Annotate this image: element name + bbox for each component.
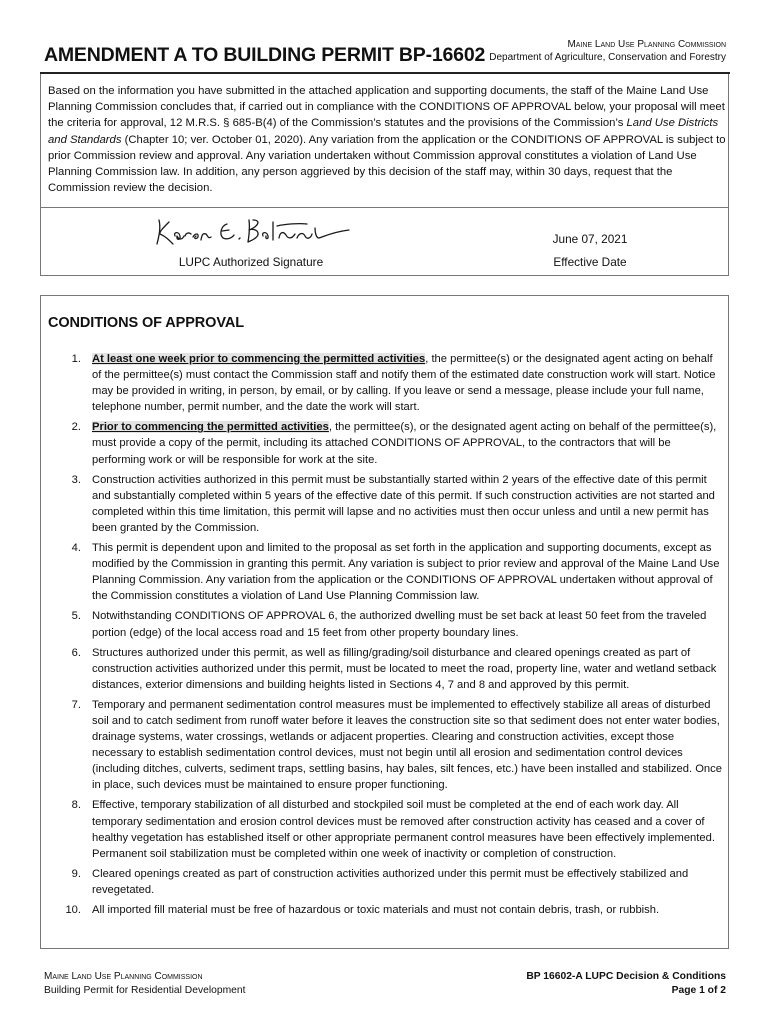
conditions-box: [40, 295, 729, 949]
conditions-heading: CONDITIONS OF APPROVAL: [48, 315, 244, 331]
signature-divider: [41, 207, 728, 208]
condition-lead: At least one week prior to commencing the permitted activities: [92, 353, 426, 365]
condition-lead: Prior to commencing the permitted activities: [92, 421, 329, 434]
page-title: AMENDMENT A TO BUILDING PERMIT BP-16602: [44, 44, 486, 66]
decision-box: [40, 74, 729, 276]
condition-item: [51, 540, 723, 604]
condition-text: Cleared openings created as part of construction activities authorized under this permit must be effectively stabilized and revegetated.: [92, 867, 689, 896]
condition-number: 5.: [71, 610, 81, 623]
condition-item: [51, 351, 723, 415]
condition-number: 3.: [71, 473, 81, 486]
condition-item: [51, 608, 723, 640]
condition-item: [51, 697, 723, 794]
signature-image: [149, 214, 359, 250]
condition-number: 4.: [71, 542, 81, 555]
footer-right: [526, 970, 726, 998]
decision-paragraph: [48, 83, 728, 196]
condition-text: Effective, temporary stabilization of all disturbed and stockpiled soil must be completed at the end of each work day. All temporary sedimentation and erosion control devices must be removed after construction activity has ceased and a cover of healthy vegetation has established itself or other appropriate permanent control measures have been effectively implemented. Permanent soil stabilization must be completed within one week of inactivity or completion of construction.: [92, 799, 715, 860]
decision-text-part-2: (Chapter 10; ver. October 01, 2020). Any variation from the application or the CONDITIONS OF APPROVAL is subject to prior Commission review and approval. Any variation undertaken without Commission approval constitutes a violation of Land Use Planning Commission law. In addition, any person aggrieved by this decision of the staff may, within 30 days, request that the Commission review the decision.: [48, 133, 726, 195]
effective-date-value: June 07, 2021: [552, 232, 628, 246]
condition-item: [51, 472, 723, 536]
condition-number: 2.: [71, 421, 81, 434]
condition-text: , the permittee(s), or the designated agent acting on behalf of the permittee(s), must provide a copy of the permit, including its attached CONDITIONS OF APPROVAL, to the contractors that will be performing work or will be responsible for work at the site.: [92, 421, 717, 466]
decision-text-italic: Land Use Districts and Standards: [48, 117, 719, 146]
condition-number: 8.: [71, 799, 81, 812]
footer-permit-type: Building Permit for Residential Development: [44, 985, 246, 996]
footer-doc-id: BP 16602-A LUPC Decision & Conditions: [526, 971, 726, 982]
condition-number: 7.: [71, 698, 81, 711]
condition-item: [51, 866, 723, 898]
condition-text: , the permittee(s) or the designated agent acting on behalf of the permittee(s) must contact the Commission staff and notify them of the estimated date construction work will start. Notice may be provided in writing, in person, by email, or by calling. If you leave or send a message, please include your full name, telephone number, permit number, and the date the work will start.: [92, 353, 716, 414]
conditions-list: [51, 351, 723, 922]
condition-number: 1.: [71, 353, 81, 365]
agency-name: Maine Land Use Planning Commission: [567, 39, 726, 50]
agency-block: [489, 38, 726, 64]
condition-text: Notwithstanding CONDITIONS OF APPROVAL 6, the authorized dwelling must be set back at least 50 feet from the traveled portion (edge) of the local access road and 15 feet from other property boundary lines.: [92, 610, 707, 639]
condition-number: 9.: [71, 867, 81, 880]
footer-page-number: Page 1 of 2: [671, 985, 726, 996]
footer-agency: Maine Land Use Planning Commission: [44, 971, 203, 982]
condition-text: All imported fill material must be free of hazardous or toxic materials and must not contain debris, trash, or rubbish.: [92, 904, 660, 916]
effective-date-label: Effective Date: [553, 255, 627, 269]
decision-text-part-1: Based on the information you have submitted in the attached application and supporting documents, the staff of the Maine Land Use Planning Commission concludes that, if carried out in compliance with the CONDITIONS OF APPROVAL below, your proposal will meet the criteria for approval, 12 M.R.S. § 685-B(4) of the Commission’s statutes and the provisions of the Commission’s: [48, 85, 725, 130]
condition-text: Construction activities authorized in this permit must be substantially started within 2 years of the effective date of this permit and substantially completed within 5 years of the effective date of this permit. If such construction activities are not started and completed within this time limitation, this permit will lapse and no activities must then occur unless and until a new permit has been granted by the Commission.: [92, 473, 715, 534]
department-name: Department of Agriculture, Conservation and Forestry: [489, 52, 726, 63]
footer-left: [44, 970, 245, 998]
signature-label: LUPC Authorized Signature: [178, 255, 324, 269]
condition-item: [51, 419, 723, 467]
condition-text: Structures authorized under this permit, as well as filling/grading/soil disturbance and cleared openings created as part of construction activities authorized under this permit, must be located to meet the road, property line, water and wetland setback distances, exterior dimensions and building heights listed in Sections 4, 7 and 8 and approved by this permit.: [92, 646, 717, 691]
condition-text: This permit is dependent upon and limited to the proposal as set forth in the application and supporting documents, except as modified by the Commission in granting this permit. Any variation is subject to prior review and approval of the Maine Land Use Planning Commission. Any variation from the application or the CONDITIONS OF APPROVAL undertaken without approval of the Commission constitutes a violation of Land Use Planning Commission law.: [92, 542, 720, 603]
condition-number: 6.: [71, 646, 81, 659]
condition-number: 10.: [65, 904, 81, 916]
condition-text: Temporary and permanent sedimentation control measures must be implemented to effectively stabilize all areas of disturbed soil and to catch sediment from runoff water before it leaves the construction site so that sediment does not enter water bodies, drainage systems, water crossings, wetlands or adjacent properties. Clearing and construction activities, except those necessary to establish sedimentation control devices, must not begin until all erosion and sedimentation control devices (including ditches, culverts, sediment traps, settling basins, hay bales, silt fences, etc.) have been installed and stabilized. Once in place, such devices must be maintained to ensure proper functioning.: [92, 698, 722, 792]
condition-item: [51, 645, 723, 693]
condition-item: [51, 902, 723, 918]
condition-item: [51, 797, 723, 861]
